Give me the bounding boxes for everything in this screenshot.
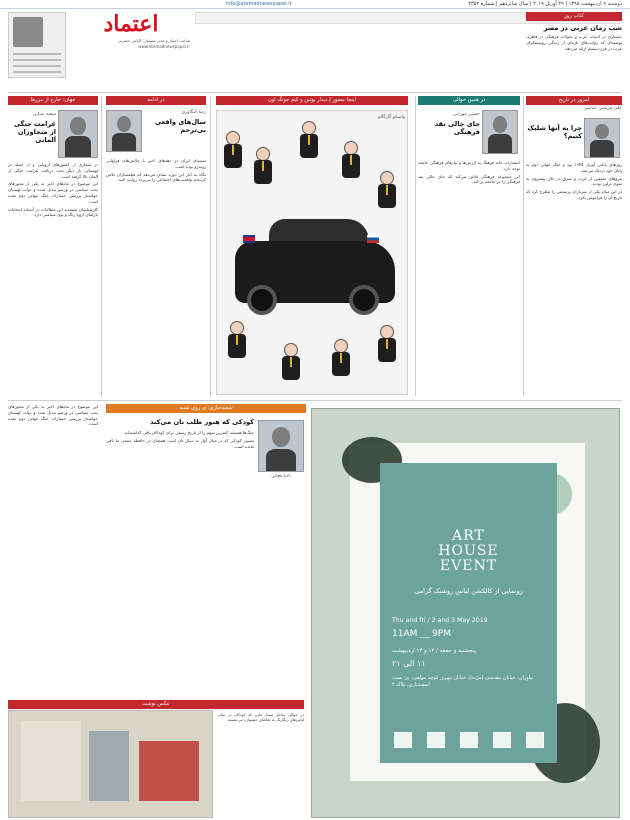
sponsor-logo-icon [493,732,511,748]
author-name: رضا کنگاوری [181,110,206,115]
author-avatar [584,118,620,158]
paragraph: این مجموعه فرهنگی تلاش می‌کند که جای خالی نقد فرهنگی را در جامعه پر کند. [418,173,520,185]
sponsor-logo-icon [460,732,478,748]
flag-icon [367,235,379,243]
paragraph: انتشارات خانه فرهنگ به ارزش‌ها و نیازهای فرهنگی جامعه توجه دارد. [418,160,520,171]
cartoon-credit: واسکو گارگالو [378,115,405,120]
header-line: صاحب امتیاز و مدیر مسئول: الیاس حضرتی [117,38,190,43]
continued-body [8,404,98,704]
paragraph: تصویر کودکی که در میان آوار به دنبال نان است همچنان در حافظه جمعی ما باقی مانده است. [106,437,254,449]
sponsor-logo-icon [394,732,412,748]
paragraph: سینمای ایران در دهه‌های اخیر با چالش‌های فراوانی روبه‌رو بوده است. [106,158,206,169]
newspaper-logo: اعتماد [103,11,159,37]
article-title: سال‌های واقعی بی‌ترحم [154,118,206,134]
ad-fa-time: ۱۱ الی ۲۱ [392,659,426,668]
article-body [106,430,254,700]
ad-time: 11AM __ 9PM [392,629,452,639]
author-name: حسین مهرابی [453,112,480,117]
article-body [106,158,206,392]
art-house-ad[interactable] [311,408,620,818]
photo-note-label: عکس نوشت [8,700,304,709]
author-name: علی مرتضی عباسی [583,106,622,111]
paragraph: این موضوع در ماه‌های اخیر به یکی از محورهای بحث سیاسی در ورشو تبدیل شده و دولت لهستان خواستار بررسی خسارات جنگ جهانی دوم شده است. [8,181,98,204]
ad-logos [386,728,551,752]
world-section-label: جهان: خارج از مرزها [8,96,98,105]
ad-address: نیاوران، خیابان مقدسی (مژده)، خیابان مهری کوچه مولفی، بن بست اسفندیاری، پلاک ۴ [392,675,534,688]
article-title: جای خالی نقد فرهنگی [434,120,480,136]
ad-fa-title: رونمایی از کالکشن لباس روشنک گرامی [414,587,523,595]
flag-icon [243,235,255,243]
header-left [8,12,190,78]
author-name: سعید ضیایی [32,112,56,117]
paragraph: کارشناسان معتقدند این مطالبات در آستانه انتخابات پارلمان اروپا رنگ و بوی سیاسی دارد. [8,206,98,218]
sponsor-logo-icon [526,732,544,748]
article-body [8,162,98,392]
author-avatar [106,110,142,152]
paragraph: نگاه به آثار این دوره نشان می‌دهد که فیلمسازان تلاش کرده‌اند واقعیت‌های اجتماعی را بی‌پرده روایت کنند. [106,171,206,183]
top-info-strip [0,0,630,9]
paragraph: نیروهای متفقین از غرب و شرق در حال پیشروی به سوی برلین بودند. [526,175,622,187]
book-section-label: کتاب روز [526,12,622,21]
ad-title-line: HOUSE [438,543,499,559]
author-avatar [58,110,98,158]
ad-title-line: EVENT [439,558,498,574]
book-body: جستاری در ادبیات عرب و تحولات فرهنگی در قاهره، نوشته‌ای که روایت‌های تازه‌ای از زندگی روشنفکران عرب در قرن بیستم ارائه می‌دهد. [526,34,622,51]
article-title: کودکی که هنوز طلب نان می‌کند [150,418,254,426]
cartoon-illustration [216,110,408,395]
paragraph: روزهای پایانی آوریل ۱۹۴۵ بود و جنگ جهانی دوم به پایان خود نزدیک می‌شد. [526,162,622,173]
article-title: غرامت جنگی از متجاوزان آلمانی [13,120,56,144]
ad-dates: Thu and fri / 2 and 3 May 2019 [392,617,488,624]
author-avatar [482,110,518,154]
photo-caption: در حوالی ساحل سینا، جایی که کودکان در میان لباس‌های رنگارنگ به تماشای جشنواره می‌نشینند. [218,712,304,723]
article-body [526,162,622,402]
email-link[interactable]: info@etemadnewspaper.ir [226,1,292,7]
ad-title [390,529,547,574]
header-lines [72,38,190,50]
paragraph: در این میان یکی از سربازان پرسشی را مطرح کرد که تاریخ آن را فراموش نکرد. [526,189,622,200]
author-avatar [258,420,304,472]
issue-date: دوشنبه ۹ اردیبهشت ۱۳۹۸ | ۲۹ آوریل ۲۰۱۹ | سال شانزدهم | شماره ۴۳۵۲ [468,1,622,7]
header-line: www.etemadnewspaper.ir [138,44,190,49]
book-title: شب زمان عربی در مصر [543,24,622,32]
nearby-section-label: در همین حوالی [418,96,520,105]
weekend-section-label: شعبده‌بازی: ی روی شنبه [106,404,306,413]
sponsor-logo-icon [427,732,445,748]
front-page-thumbnail [8,12,66,78]
ad-title-line: ART [452,528,485,544]
article-title: چرا به آنها شلیک کنیم؟ [527,124,582,140]
history-section-label: امروز در تاریخ [526,96,622,105]
continued-section-label: در ادامه [106,96,206,105]
paragraph: در شماری از کشورهای اروپایی و از جمله در لهستان، بار دیگر بحث دریافت غرامت جنگی از آلمان بالا گرفته است. [8,162,98,179]
ad-fa-dates: پنجشنبه و جمعه / ۱۲ و ۱۳ اردیبهشت [392,648,477,654]
cartoon-section-label: اینجا مصور | دیدار پوتین و کیم جونگ اون [216,96,408,105]
paragraph: این موضوع در ماه‌های اخیر به یکی از محورهای بحث سیاسی در ورشو تبدیل شده و دولت لهستان خواستار بررسی خسارات جنگ جهانی دوم شده است. [8,404,98,427]
author-name: نادیا فغانی [271,474,291,479]
festival-photo [8,710,213,818]
paragraph: جنگ‌ها همیشه کمترین سهم را از تاریخ رسمی برای کودکان باقی گذاشته‌اند. [123,430,254,435]
article-body [418,160,520,392]
